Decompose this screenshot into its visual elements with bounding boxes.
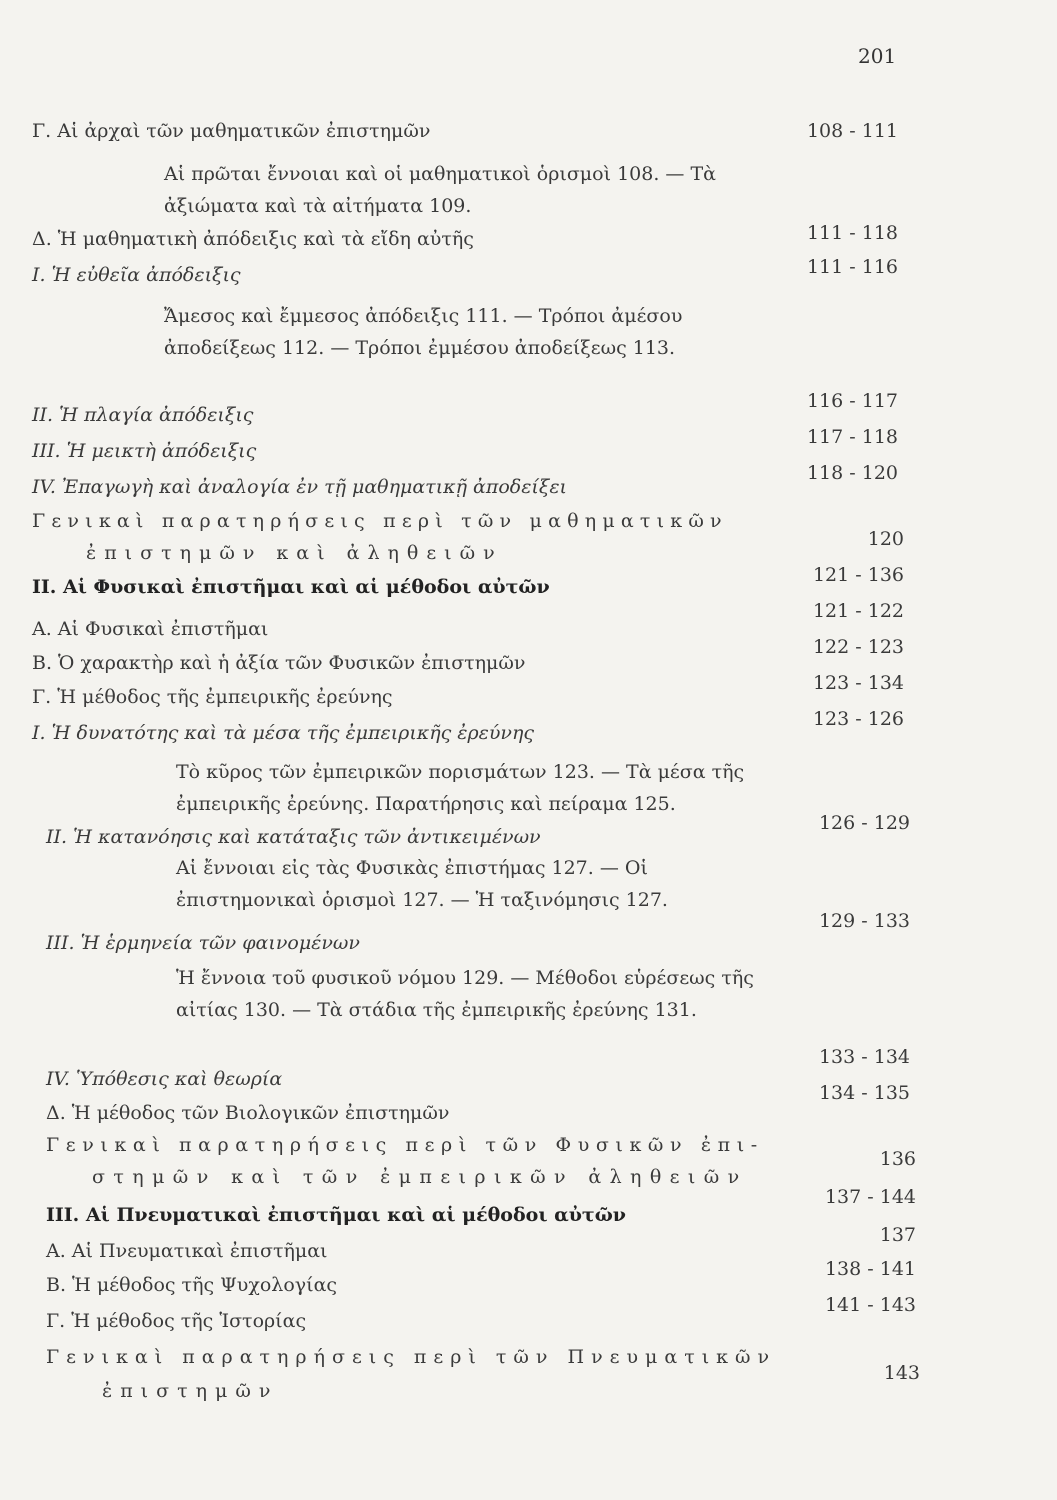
toc-entry-biological-method: Δ. Ἡ μέθοδος τῶν Βιολογικῶν ἐπιστημῶν (46, 1102, 450, 1124)
toc-entry-history-method: Γ. Ἡ μέθοδος τῆς Ἱστορίας (46, 1310, 307, 1332)
toc-pages: 138 - 141 (824, 1258, 916, 1280)
toc-pages: 108 - 111 (806, 120, 898, 142)
toc-pages: 126 - 129 (818, 812, 910, 834)
toc-pages: 134 - 135 (818, 1082, 910, 1104)
toc-pages: 136 (879, 1148, 916, 1170)
toc-pages: 122 - 123 (812, 636, 904, 658)
toc-entry-general-remarks-natural-cont: στημῶν καὶ τῶν ἐμπειρικῶν ἀληθειῶν (92, 1166, 748, 1188)
toc-entry-induction-analogy: ΙV. Ἐπαγωγὴ καὶ ἀναλογία ἐν τῇ μαθηματικῇ ἀποδείξει (32, 476, 567, 498)
toc-description: Ἡ ἔννοια τοῦ φυσικοῦ νόμου 129. — Μέθοδοι εὑρέσεως τῆς αἰτίας 130. — Τὰ στάδια τῆς ἐμπειρικῆς ἐρεύνης 131. (176, 967, 754, 1021)
toc-pages: 118 - 120 (806, 462, 898, 484)
toc-entry-mathematical-principles: Γ. Αἱ ἀρχαὶ τῶν μαθηματικῶν ἐπιστημῶν (32, 120, 431, 142)
toc-description: Αἱ πρῶται ἔννοιαι καὶ οἱ μαθηματικοὶ ὁρισμοὶ 108. — Τὰ ἀξιώματα καὶ τὰ αἰτήματα 109. (164, 163, 716, 217)
toc-entry-understanding-classification: ΙΙ. Ἡ κατανόησις καὶ κατάταξις τῶν ἀντικειμένων (46, 826, 541, 848)
toc-description: Ἄμεσος καὶ ἔμμεσος ἀπόδειξις 111. — Τρόποι ἀμέσου ἀποδείξεως 112. — Τρόποι ἐμμέσου ἀποδείξεως 113. (164, 305, 683, 359)
toc-description: Τὸ κῦρος τῶν ἐμπειρικῶν πορισμάτων 123. — Τὰ μέσα τῆς ἐμπειρικῆς ἐρεύνης. Παρατήρησις καὶ πείραμα 125. (176, 761, 745, 815)
toc-pages: 143 (883, 1362, 920, 1384)
toc-pages: 129 - 133 (818, 910, 910, 932)
toc-entry-hypothesis-theory: ΙV. Ὑπόθεσις καὶ θεωρία (46, 1068, 283, 1090)
toc-entry-general-remarks-math-cont: ἐπιστημῶν καὶ ἀληθειῶν (86, 542, 503, 564)
toc-pages: 137 - 144 (824, 1186, 916, 1208)
toc-entry-direct-proof: Ι. Ἡ εὐθεῖα ἀπόδειξις (32, 264, 241, 286)
toc-entry-mixed-proof: ΙΙΙ. Ἡ μεικτὴ ἀπόδειξις (32, 440, 257, 462)
toc-pages: 121 - 136 (812, 564, 904, 586)
toc-pages: 137 (879, 1224, 916, 1246)
toc-entry-general-remarks-natural: Γενικαὶ παρατηρήσεις περὶ τῶν Φυσικῶν ἐπι- (46, 1134, 764, 1156)
toc-entry-indirect-proof: ΙΙ. Ἡ πλαγία ἀπόδειξις (32, 404, 254, 426)
toc-pages: 117 - 118 (806, 426, 898, 448)
toc-entry-possibility-means: Ι. Ἡ δυνατότης καὶ τὰ μέσα τῆς ἐμπειρικῆς ἐρεύνης (32, 722, 534, 744)
toc-entry-general-remarks-humanities: Γενικαὶ παρατηρήσεις περὶ τῶν Πνευματικῶν (46, 1346, 777, 1368)
toc-pages: 123 - 134 (812, 672, 904, 694)
toc-description: Αἱ ἔννοιαι εἰς τὰς Φυσικὰς ἐπιστήμας 127. — Οἱ ἐπιστημονικαὶ ὁρισμοὶ 127. — Ἡ ταξινόμησις 127. (176, 857, 668, 911)
toc-entry-empirical-method: Γ. Ἡ μέθοδος τῆς ἐμπειρικῆς ἐρεύνης (32, 686, 393, 708)
toc-entry-interpretation: ΙΙΙ. Ἡ ἑρμηνεία τῶν φαινομένων (46, 932, 360, 954)
toc-pages: 111 - 118 (806, 222, 898, 244)
toc-section-natural-sciences: ΙΙ. Αἱ Φυσικαὶ ἐπιστῆμαι καὶ αἱ μέθοδοι αὐτῶν (32, 576, 550, 598)
toc-pages: 123 - 126 (812, 708, 904, 730)
toc-section-humanities: ΙΙΙ. Αἱ Πνευματικαὶ ἐπιστῆμαι καὶ αἱ μέθοδοι αὐτῶν (46, 1204, 626, 1226)
toc-pages: 120 (867, 528, 904, 550)
toc-entry-general-remarks-math: Γενικαὶ παρατηρήσεις περὶ τῶν μαθηματικῶν (32, 510, 728, 532)
toc-entry-humanities: Α. Αἱ Πνευματικαὶ ἐπιστῆμαι (46, 1240, 328, 1262)
toc-entry-character-value: Β. Ὁ χαρακτὴρ καὶ ἡ ἀξία τῶν Φυσικῶν ἐπιστημῶν (32, 652, 526, 674)
toc-pages: 121 - 122 (812, 600, 904, 622)
toc-entry-natural-sciences: Α. Αἱ Φυσικαὶ ἐπιστῆμαι (32, 618, 269, 640)
page-number: 201 (858, 44, 897, 68)
toc-pages: 116 - 117 (806, 390, 898, 412)
toc-entry-general-remarks-humanities-cont: ἐπιστημῶν (102, 1380, 279, 1402)
toc-pages: 111 - 116 (806, 256, 898, 278)
toc-pages: 133 - 134 (818, 1046, 910, 1068)
toc-pages: 141 - 143 (824, 1294, 916, 1316)
toc-entry-mathematical-proof: Δ. Ἡ μαθηματικὴ ἀπόδειξις καὶ τὰ εἴδη αὐτῆς (32, 228, 474, 250)
toc-entry-psychology-method: Β. Ἡ μέθοδος τῆς Ψυχολογίας (46, 1274, 338, 1296)
